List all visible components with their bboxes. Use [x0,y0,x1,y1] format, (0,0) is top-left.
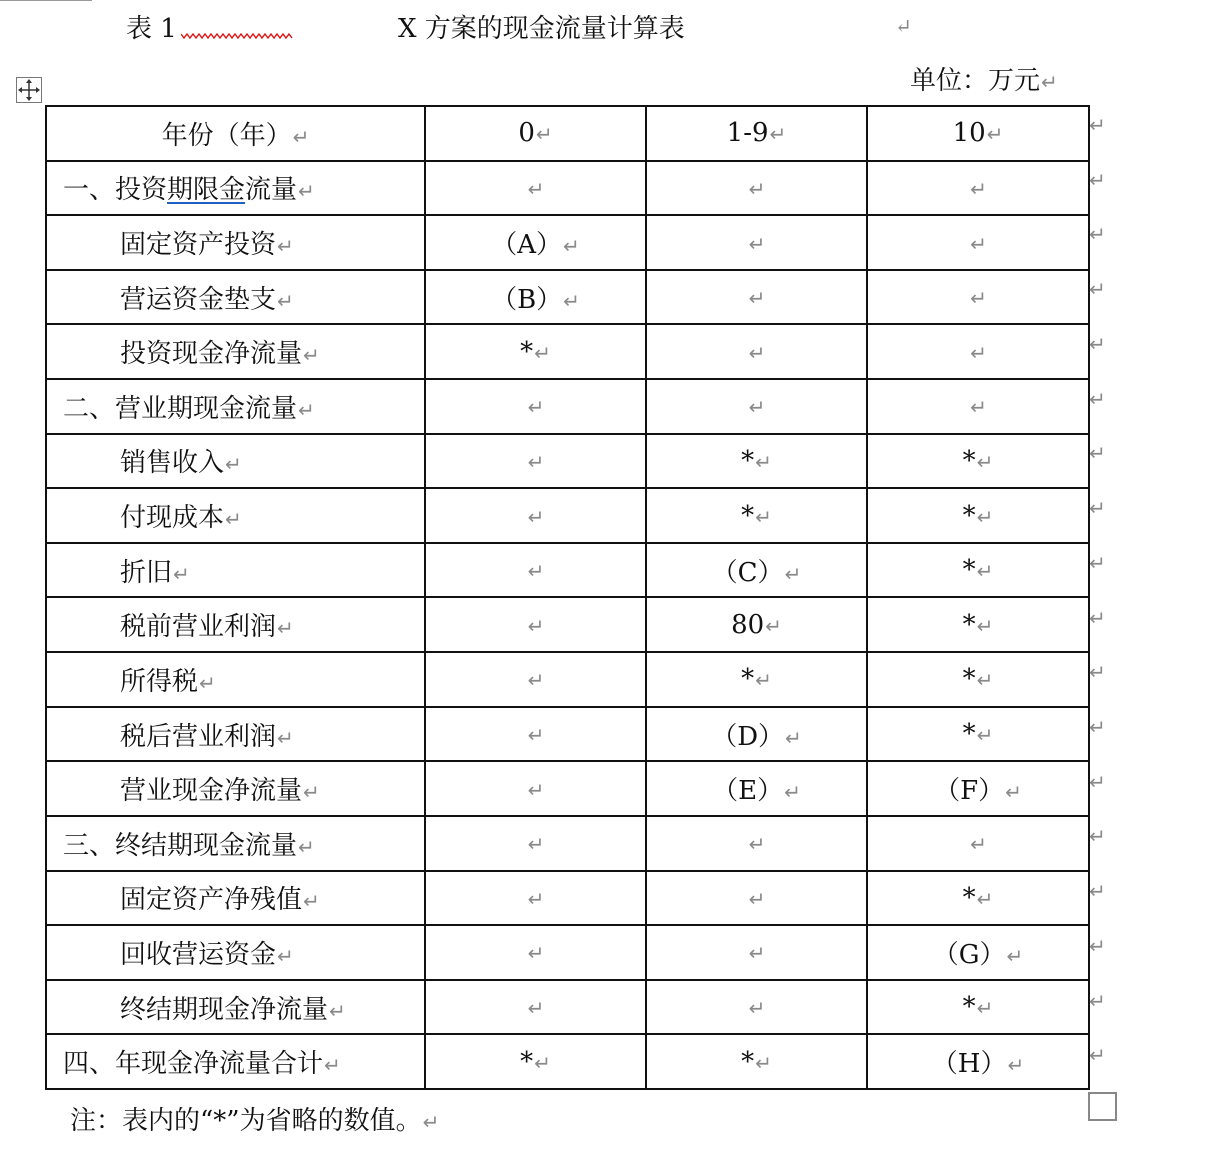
cell-end-mark-icon: ↵ [303,889,320,914]
cell-end-mark-icon: ↵ [748,886,766,911]
value-cell[interactable] [867,652,1089,707]
cell-end-mark-icon: ↵ [329,998,346,1023]
cell-value: （B） [491,284,563,315]
cell-end-mark-icon: ↵ [748,996,766,1021]
row-label: 固定资产投资 [120,230,277,261]
table-row [46,434,1089,489]
cell-end-mark-icon: ↵ [970,231,987,256]
value-cell[interactable] [867,488,1089,543]
cell-end-mark-icon: ↵ [748,286,766,311]
row-label: 付现成本 [120,503,225,534]
cell-value: （D） [711,721,785,752]
row-end-mark-icon: ↵ [1089,277,1106,302]
cell-value: （G） [932,939,1006,970]
row-end-mark-icon: ↵ [1089,769,1106,794]
cell-end-mark-icon: ↵ [976,723,994,747]
value-cell[interactable] [646,324,867,379]
row-label-cell[interactable] [46,270,425,325]
cell-value: （F） [934,776,1005,807]
value-cell[interactable] [867,379,1089,434]
header-cell-10[interactable]: 10↵ [867,106,1089,161]
cell-value: * [962,500,976,531]
header-cell-0[interactable]: 0↵ [425,106,646,161]
row-label: 折旧 [120,557,173,588]
row-label-cell[interactable] [46,488,425,543]
cell-end-mark-icon: ↵ [1006,943,1024,968]
value-cell[interactable] [867,324,1089,379]
cell-value: * [962,719,976,749]
value-cell[interactable] [425,652,646,707]
value-cell[interactable] [425,161,646,216]
value-cell[interactable] [425,707,646,762]
row-label-cell[interactable] [46,925,425,980]
row-label: 三、终结期现金流量 [63,830,298,861]
cell-end-mark-icon: ↵ [527,668,545,693]
value-cell[interactable] [646,215,867,270]
table-row [46,707,1089,762]
value-cell[interactable] [646,1034,867,1089]
cell-end-mark-icon: ↵ [748,941,766,966]
value-cell[interactable] [646,379,867,434]
cell-end-mark-icon: ↵ [535,122,553,147]
cell-end-mark-icon: ↵ [755,449,772,474]
cell-end-mark-icon: ↵ [748,340,766,365]
cell-end-mark-icon: ↵ [527,886,545,911]
value-cell[interactable] [646,871,867,926]
table-row [46,871,1089,926]
cell-end-mark-icon: ↵ [748,176,766,201]
row-label-cell[interactable] [46,816,425,871]
note-text: 注：表内的“*”为省略的数值。 [70,1106,422,1136]
row-end-mark-icon: ↵ [1089,222,1106,247]
value-cell[interactable] [867,161,1089,216]
unit-text: 单位：万元 [910,66,1041,96]
cell-end-mark-icon: ↵ [527,395,545,420]
value-cell[interactable] [867,925,1089,980]
cell-end-mark-icon: ↵ [755,504,772,529]
cell-end-mark-icon: ↵ [976,504,994,529]
cell-end-mark-icon: ↵ [277,234,294,259]
cell-end-mark-icon: ↵ [970,832,987,857]
value-cell[interactable] [425,980,646,1035]
cell-end-mark-icon: ↵ [527,777,545,802]
cell-value: （A） [491,230,562,261]
row-label-cell[interactable] [46,980,425,1035]
cell-end-mark-icon: ↵ [563,234,580,259]
cell-value: （E） [712,776,784,807]
header-cell-year[interactable]: 年份（年）↵ [46,106,425,161]
value-cell[interactable] [867,707,1089,762]
cell-end-mark-icon: ↵ [563,288,580,313]
value-cell[interactable] [646,161,867,216]
row-label-cell[interactable] [46,161,425,216]
row-label: 所得税 [120,666,199,697]
cell-end-mark-icon: ↵ [225,452,242,477]
table-row [46,543,1089,598]
cell-end-mark-icon: ↵ [534,340,551,365]
value-cell[interactable] [425,324,646,379]
cell-end-mark-icon: ↵ [292,124,310,149]
value-cell[interactable] [425,379,646,434]
row-label: 终结期现金净流量 [120,994,329,1025]
row-end-mark-icon: ↵ [1089,824,1106,849]
cell-end-mark-icon: ↵ [298,397,315,422]
header-cell-1-9[interactable]: 1-9↵ [646,106,867,161]
cell-end-mark-icon: ↵ [976,886,994,911]
table-row [46,925,1089,980]
table-row [46,761,1089,816]
row-end-mark-icon: ↵ [1089,113,1106,137]
value-cell[interactable] [425,488,646,543]
cell-end-mark-icon: ↵ [527,832,545,857]
cell-end-mark-icon: ↵ [199,670,216,695]
cell-end-mark-icon: ↵ [298,179,315,204]
row-label: 二、营业期现金流量 [63,393,298,424]
row-label: 固定资产净残值 [120,885,303,916]
cell-end-mark-icon: ↵ [748,395,766,420]
row-label: 税前营业利润 [120,612,277,643]
value-cell[interactable] [646,816,867,871]
cell-end-mark-icon: ↵ [976,449,994,474]
cell-value: （C） [711,557,784,588]
cell-end-mark-icon: ↵ [970,395,987,420]
value-cell[interactable] [425,270,646,325]
value-cell[interactable] [425,816,646,871]
value-cell[interactable] [646,488,867,543]
table-move-handle-icon[interactable] [16,77,42,103]
value-cell[interactable] [646,270,867,325]
table-row [46,324,1089,379]
cell-value: * [741,445,755,476]
value-cell[interactable] [867,816,1089,871]
value-cell[interactable] [425,215,646,270]
value-cell[interactable] [867,980,1089,1035]
cell-end-mark-icon: ↵ [277,616,294,641]
value-cell[interactable] [646,434,867,489]
row-label: 四、年现金净流量合计 [63,1049,324,1080]
table-title: X 方案的现金流量计算表 [398,14,685,44]
value-cell[interactable] [867,215,1089,270]
cell-end-mark-icon: ↵ [765,613,782,638]
cell-end-mark-icon: ↵ [298,834,315,859]
row-end-mark-icon: ↵ [1089,550,1106,575]
value-cell[interactable] [425,1034,646,1089]
value-cell[interactable] [867,543,1089,598]
cell-end-mark-icon: ↵ [277,725,294,750]
paragraph-mark-icon: ↵ [895,14,912,38]
cell-end-mark-icon: ↵ [748,231,766,256]
value-cell[interactable] [646,597,867,652]
row-label-cell[interactable] [46,871,425,926]
row-end-mark-icon: ↵ [1089,660,1106,685]
row-label-cell[interactable] [46,543,425,598]
row-label: 销售收入 [120,448,225,479]
table-number: 表 1 [126,14,177,44]
value-cell[interactable] [867,434,1089,489]
row-label: 回收营运资金 [120,939,277,970]
cell-end-mark-icon: ↵ [527,449,545,474]
cell-value: * [962,555,976,586]
cell-end-mark-icon: ↵ [225,507,242,532]
table-header-row [46,106,1089,161]
table-row [46,597,1089,652]
cell-end-mark-icon: ↵ [527,613,545,638]
row-end-mark-icon: ↵ [1089,167,1106,192]
cash-flow-table [45,105,1090,1090]
cell-end-mark-icon: ↵ [748,832,766,857]
row-end-mark-icon: ↵ [1089,714,1106,739]
value-cell[interactable] [425,597,646,652]
cell-end-mark-icon: ↵ [976,668,994,693]
cell-end-mark-icon: ↵ [303,343,320,368]
cell-value: * [962,992,976,1023]
cell-end-mark-icon: ↵ [527,504,545,529]
cell-value: * [962,609,976,640]
cell-end-mark-icon: ↵ [976,613,994,638]
row-label-cell[interactable] [46,597,425,652]
cell-end-mark-icon: ↵ [277,943,294,968]
row-label-cell[interactable] [46,707,425,762]
spellcheck-squiggle [181,31,293,41]
value-cell[interactable] [646,761,867,816]
row-end-mark-icon: ↵ [1089,496,1106,521]
cell-end-mark-icon: ↵ [527,996,545,1021]
cell-end-mark-icon: ↵ [970,340,987,365]
value-cell[interactable] [646,543,867,598]
table-row [46,980,1089,1035]
table-row [46,1034,1089,1089]
cell-end-mark-icon: ↵ [527,723,545,747]
row-label-cell[interactable] [46,652,425,707]
row-label-cell[interactable] [46,379,425,434]
value-cell[interactable] [646,652,867,707]
cell-end-mark-icon: ↵ [769,122,787,147]
value-cell[interactable] [425,434,646,489]
cell-end-mark-icon: ↵ [976,996,994,1021]
cell-end-mark-icon: ↵ [755,1050,772,1075]
value-cell[interactable] [425,871,646,926]
value-cell[interactable] [867,761,1089,816]
cell-value: * [741,664,755,695]
cell-value: * [520,336,534,367]
cell-value: * [962,882,976,913]
row-label-cell[interactable] [46,215,425,270]
cell-value: 80 [731,609,765,640]
value-cell[interactable] [867,270,1089,325]
cell-end-mark-icon: ↵ [784,780,801,805]
cell-value: * [741,500,755,531]
value-cell[interactable] [867,1034,1089,1089]
table-row [46,215,1089,270]
value-cell[interactable] [646,925,867,980]
cell-end-mark-icon: ↵ [784,561,802,586]
cell-end-mark-icon: ↵ [173,561,190,586]
row-label: 营运资金垫支 [120,284,277,315]
top-rule [0,0,92,1]
row-label-cell[interactable] [46,1034,425,1089]
cell-end-mark-icon: ↵ [970,176,987,201]
row-label: 营业现金净流量 [120,776,303,807]
cell-value: * [741,1046,755,1077]
paragraph-mark-icon: ↵ [1041,70,1058,94]
value-cell[interactable] [646,980,867,1035]
value-cell[interactable] [867,871,1089,926]
row-label-cell[interactable] [46,324,425,379]
cell-end-mark-icon: ↵ [970,286,987,311]
cell-end-mark-icon: ↵ [534,1050,551,1075]
row-label: 税后营业利润 [120,721,277,752]
value-cell[interactable] [646,707,867,762]
row-end-mark-icon: ↵ [1089,988,1106,1013]
table-resize-handle[interactable] [1088,1092,1117,1121]
cell-value: * [520,1046,534,1077]
table-row [46,270,1089,325]
table-note [70,1100,439,1137]
table-row [46,379,1089,434]
table-row [46,161,1089,216]
cell-end-mark-icon: ↵ [1007,1053,1025,1078]
table-row [46,488,1089,543]
row-end-mark-icon: ↵ [1089,605,1106,630]
cell-end-mark-icon: ↵ [785,725,802,750]
cell-end-mark-icon: ↵ [1005,780,1022,805]
value-cell[interactable] [425,543,646,598]
row-end-mark-icon: ↵ [1089,879,1106,904]
cell-end-mark-icon: ↵ [755,668,772,693]
table-number-caption [126,8,293,45]
unit-label [910,60,1058,97]
cell-end-mark-icon: ↵ [324,1053,341,1078]
row-end-mark-icon: ↵ [1089,331,1106,356]
move-arrows-icon [17,78,41,102]
spellcheck-underline: 期限金 [167,175,246,206]
value-cell[interactable] [425,761,646,816]
cell-end-mark-icon: ↵ [527,176,545,201]
value-cell[interactable] [867,597,1089,652]
table-row [46,652,1089,707]
cell-end-mark-icon: ↵ [976,559,994,584]
cell-end-mark-icon: ↵ [986,122,1004,147]
row-end-mark-icon: ↵ [1089,386,1106,411]
row-label-cell[interactable] [46,761,425,816]
cell-value: * [962,445,976,476]
row-end-mark-icon: ↵ [1089,441,1106,466]
row-label-cell[interactable] [46,434,425,489]
row-label: 一、投资期限金流量 [63,175,298,206]
paragraph-mark-icon: ↵ [422,1110,440,1134]
cell-end-mark-icon: ↵ [303,780,320,805]
cell-value: （H） [931,1049,1007,1080]
cell-end-mark-icon: ↵ [527,941,545,966]
table-row [46,816,1089,871]
row-end-mark-icon: ↵ [1089,933,1106,958]
cell-value: * [962,664,976,695]
cell-end-mark-icon: ↵ [527,559,545,584]
value-cell[interactable] [425,925,646,980]
row-label: 投资现金净流量 [120,339,303,370]
cell-end-mark-icon: ↵ [277,288,294,313]
row-end-mark-icon: ↵ [1089,1043,1106,1068]
